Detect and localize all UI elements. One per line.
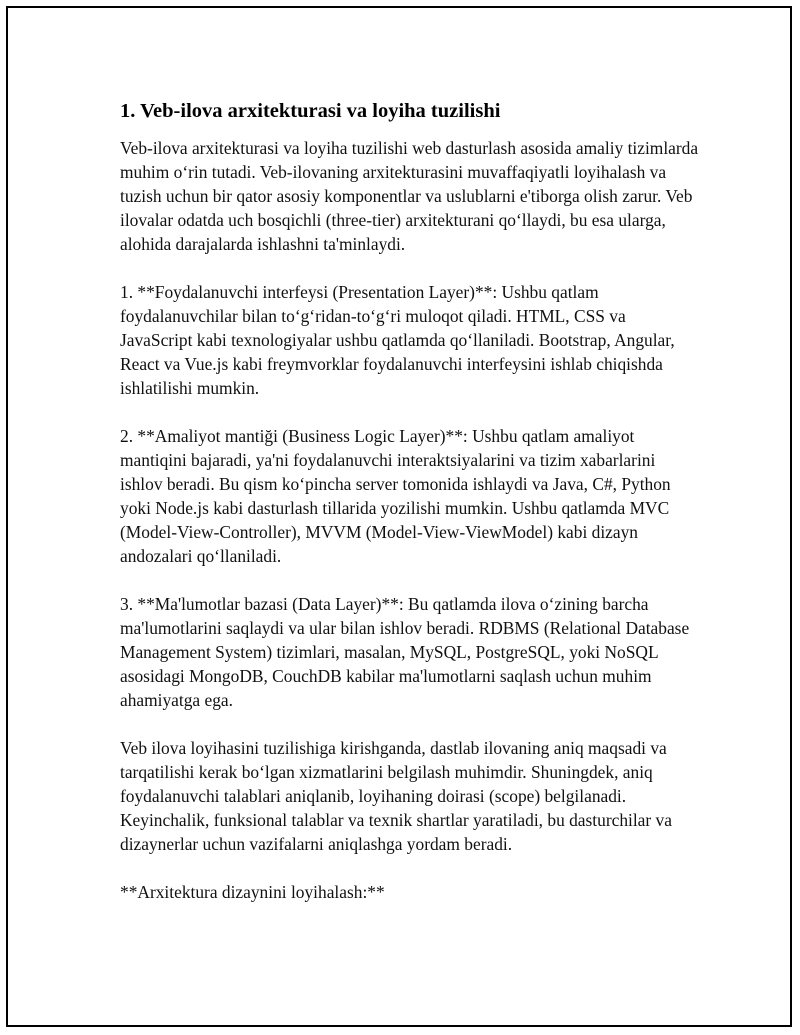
project-structure-paragraph: Veb ilova loyihasini tuzilishiga kirishganda, dastlab ilovaning aniq maqsadi va tarqatilishi kerak boʻlgan xizmatlarini belgilash muhimdir. Shuningdek, aniq foydalanuvchi talablari aniqlanib, loyihaning doirasi (scope) belgilanadi. Keyinchalik, funksional talablar va texnik shartlar yaratiladi, bu dasturchilar va dizaynerlar uchun vazifalarni aniqlashga yordam beradi. bbox=[120, 738, 672, 854]
business-logic-layer-paragraph: 2. **Amaliyot mantiği (Business Logic Layer)**: Ushbu qatlam amaliyot mantiqini bajaradi, ya'ni foydalanuvchi interaktsiyalarini va tizim xabarlarini ishlov beradi. Bu qism koʻpincha server tomonida ishlaydi va Java, C#, Python yoki Node.js kabi dasturlash tillarida yozilishi mumkin. Ushbu qatlamda MVC (Model-View-Controller), MVVM (Model-View-ViewModel) kabi dizayn andozalari qoʻllaniladi. bbox=[120, 426, 671, 566]
presentation-layer-paragraph: 1. **Foydalanuvchi interfeysi (Presentation Layer)**: Ushbu qatlam foydalanuvchilar bilan toʻgʻridan-toʻgʻri muloqot qiladi. HTML, CSS va JavaScript kabi texnologiyalar ushbu qatlamda qoʻllaniladi. Bootstrap, Angular, React va Vue.js kabi freymvorklar foydalanuvchi interfeysini ishlab chiqishda ishlatilishi mumkin. bbox=[120, 282, 675, 398]
document-body bbox=[120, 98, 700, 928]
data-layer-paragraph: 3. **Ma'lumotlar bazasi (Data Layer)**: Bu qatlamda ilova oʻzining barcha ma'lumotlarini saqlaydi va ular bilan ishlov beradi. RDBMS (Relational Database Management System) tizimlari, masalan, MySQL, PostgreSQL, yoki NoSQL asosidagi MongoDB, CouchDB kabilar ma'lumotlarni saqlash uchun muhim ahamiyatga ega. bbox=[120, 594, 690, 710]
section-heading: 1. Veb-ilova arxitekturasi va loyiha tuzilishi bbox=[120, 100, 501, 122]
intro-paragraph: Veb-ilova arxitekturasi va loyiha tuzilishi web dasturlash asosida amaliy tizimlarda muhim oʻrin tutadi. Veb-ilovaning arxitekturasini muvaffaqiyatli loyihalash va tuzish uchun bir qator asosiy komponentlar va uslublarni e'tiborga olish zarur. Veb ilovalar odatda uch bosqichli (three-tier) arxitekturani qoʻllaydi, bu esa ularga, alohida darajalarda ishlashni ta'minlaydi. bbox=[120, 138, 699, 254]
design-subheading-paragraph: **Arxitektura dizaynini loyihalash:** bbox=[120, 882, 385, 902]
document-page bbox=[6, 6, 792, 1027]
